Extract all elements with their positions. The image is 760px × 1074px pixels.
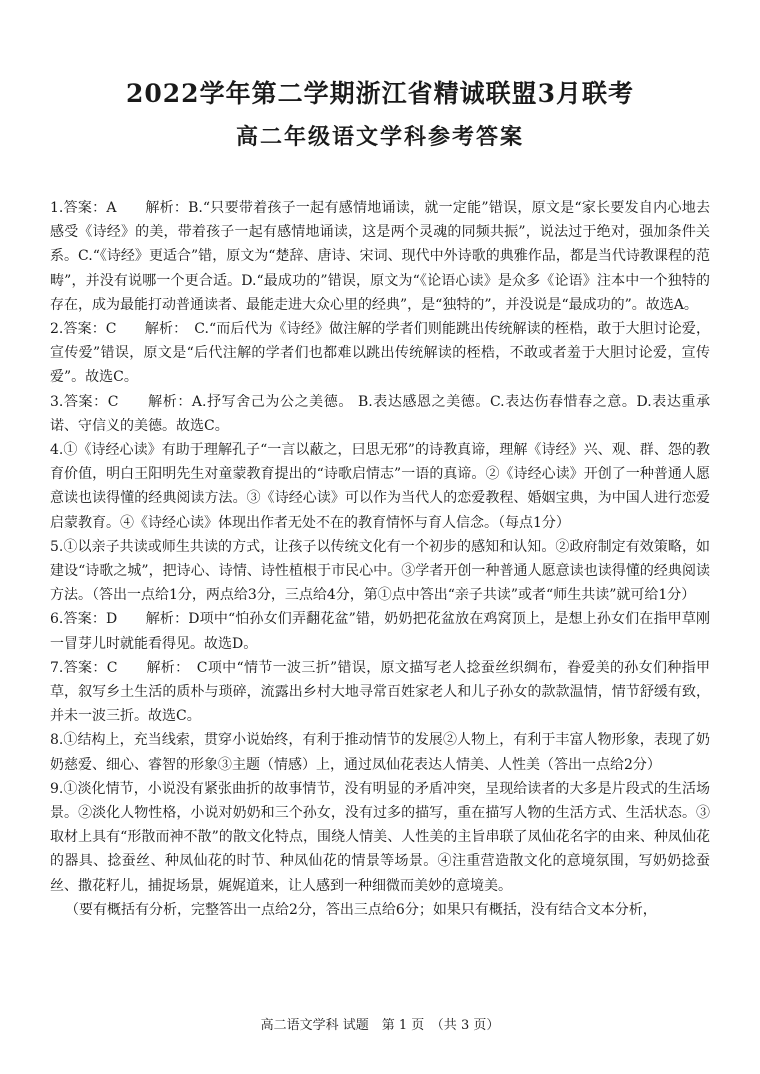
page-subtitle: 高二年级语文学科参考答案 [235,124,524,150]
page-title: 2022学年第二学期浙江省精诚联盟3月联考 [126,79,634,108]
answer-content [50,196,710,922]
answer-1: 1.答案：A 解析：B.“只要带着孩子一起有感情地诵读，就一定能”错误，原文是“家长要发自内心地去感受《诗经》的美，带着孩子一起有感情地诵读，这是两个灵魂的同频共振”，说法过于绝对，强加条件关系。C.“《诗经》更适合”错，原文为“楚辞、唐诗、宋词、现代中外诗歌的典雅作品，都是当代诗教课程的范畴”，并没有说哪一个更合适。D.“最成功的”错误，原文为“《论语心读》是众多《论语》注本中一个独特的存在，成为最能打动普通读者、最能走进大众心里的经典”，是“独特的”，并没说是“最成功的”。故选A。 [50,200,710,313]
scoring-note: （要有概括有分析，完整答出一点给2分，答出三点给6分；如果只有概括，没有结合文本分析， [65,901,657,918]
answer-4: 4.①《诗经心读》有助于理解孔子“一言以蔽之，曰思无邪”的诗教真谛，理解《诗经》兴、观、群、怨的教育价值，明白王阳明先生对童蒙教育提出的“诗歌启情志”一语的真谛。②《诗经心读》开创了一种普通人愿意读也读得懂的经典阅读方法。③《诗经心读》可以作为当代人的恋爱教程、婚姻宝典，为中国人进行恋爱启蒙教育。④《诗经心读》体现出作者无处不在的教育情怀与育人信念。（每点1分） [50,442,710,531]
answer-3: 3.答案：C 解析：A.抒写舍己为公之美德。 B.表达感恩之美德。C.表达伤春惜春之意。D.表达重承诺、守信义的美德。故选C。 [50,393,710,434]
page-footer: 高二语文学科 试题 第 1 页 （共 3 页） [260,1018,500,1033]
answer-8: 8.①结构上，充当线索，贯穿小说始终，有利于推动情节的发展②人物上，有利于丰富人物形象，表现了奶奶慈爱、细心、睿智的形象③主题（情感）上，通过凤仙花表达人情美、人性美（答出一点给2分） [50,732,710,773]
answer-5: 5.①以亲子共读或师生共读的方式，让孩子以传统文化有一个初步的感知和认知。②政府制定有效策略，如建设“诗歌之城”，把诗心、诗情、诗性植根于市民心中。③学者开创一种普通人愿意读也读得懂的经典阅读方法。（答出一点给1分，两点给3分，三点给4分，第①点中答出“亲子共读”或者“师生共读”就可给1分） [50,538,710,604]
answer-9: 9.①淡化情节，小说没有紧张曲折的故事情节，没有明显的矛盾冲突，呈现给读者的大多是片段式的生活场景。②淡化人物性格，小说对奶奶和三个孙女，没有过多的描写，重在描写人物的生活方式、生活状态。③取材上具有“形散而神不散”的散文化特点，围绕人情美、人性美的主旨串联了凤仙花名字的由来、种凤仙花的器具、捻蚕丝、种凤仙花的时节、种凤仙花的情景等场景。④注重营造散文化的意境氛围，写奶奶捻蚕丝、撒花籽儿，捕捉场景，娓娓道来，让人感到一种细微而美妙的意境美。 [50,780,710,894]
answer-6: 6.答案：D 解析：D项中“怕孙女们弄翻花盆”错，奶奶把花盆放在鸡窝顶上，是想上孙女们在指甲草刚一冒芽儿时就能看得见。故选D。 [50,611,710,652]
answer-2: 2.答案：C 解析： C.“而后代为《诗经》做注解的学者们则能跳出传统解读的桎梏，敢于大胆讨论爱，宣传爱”错误，原文是“后代注解的学者们也都难以跳出传统解读的桎梏，不敢或者羞于大胆讨论爱，宣传爱”。故选C。 [50,321,710,386]
answer-7: 7.答案：C 解析： C项中“情节一波三折”错误，原文描写老人捻蚕丝织绸布，眷爱美的孙女们种指甲草，叙写乡土生活的质朴与琐碎，流露出乡村大地寻常百姓家老人和儿子孙女的款款温情，情节舒缓有致，并未一波三折。故选C。 [50,659,710,725]
